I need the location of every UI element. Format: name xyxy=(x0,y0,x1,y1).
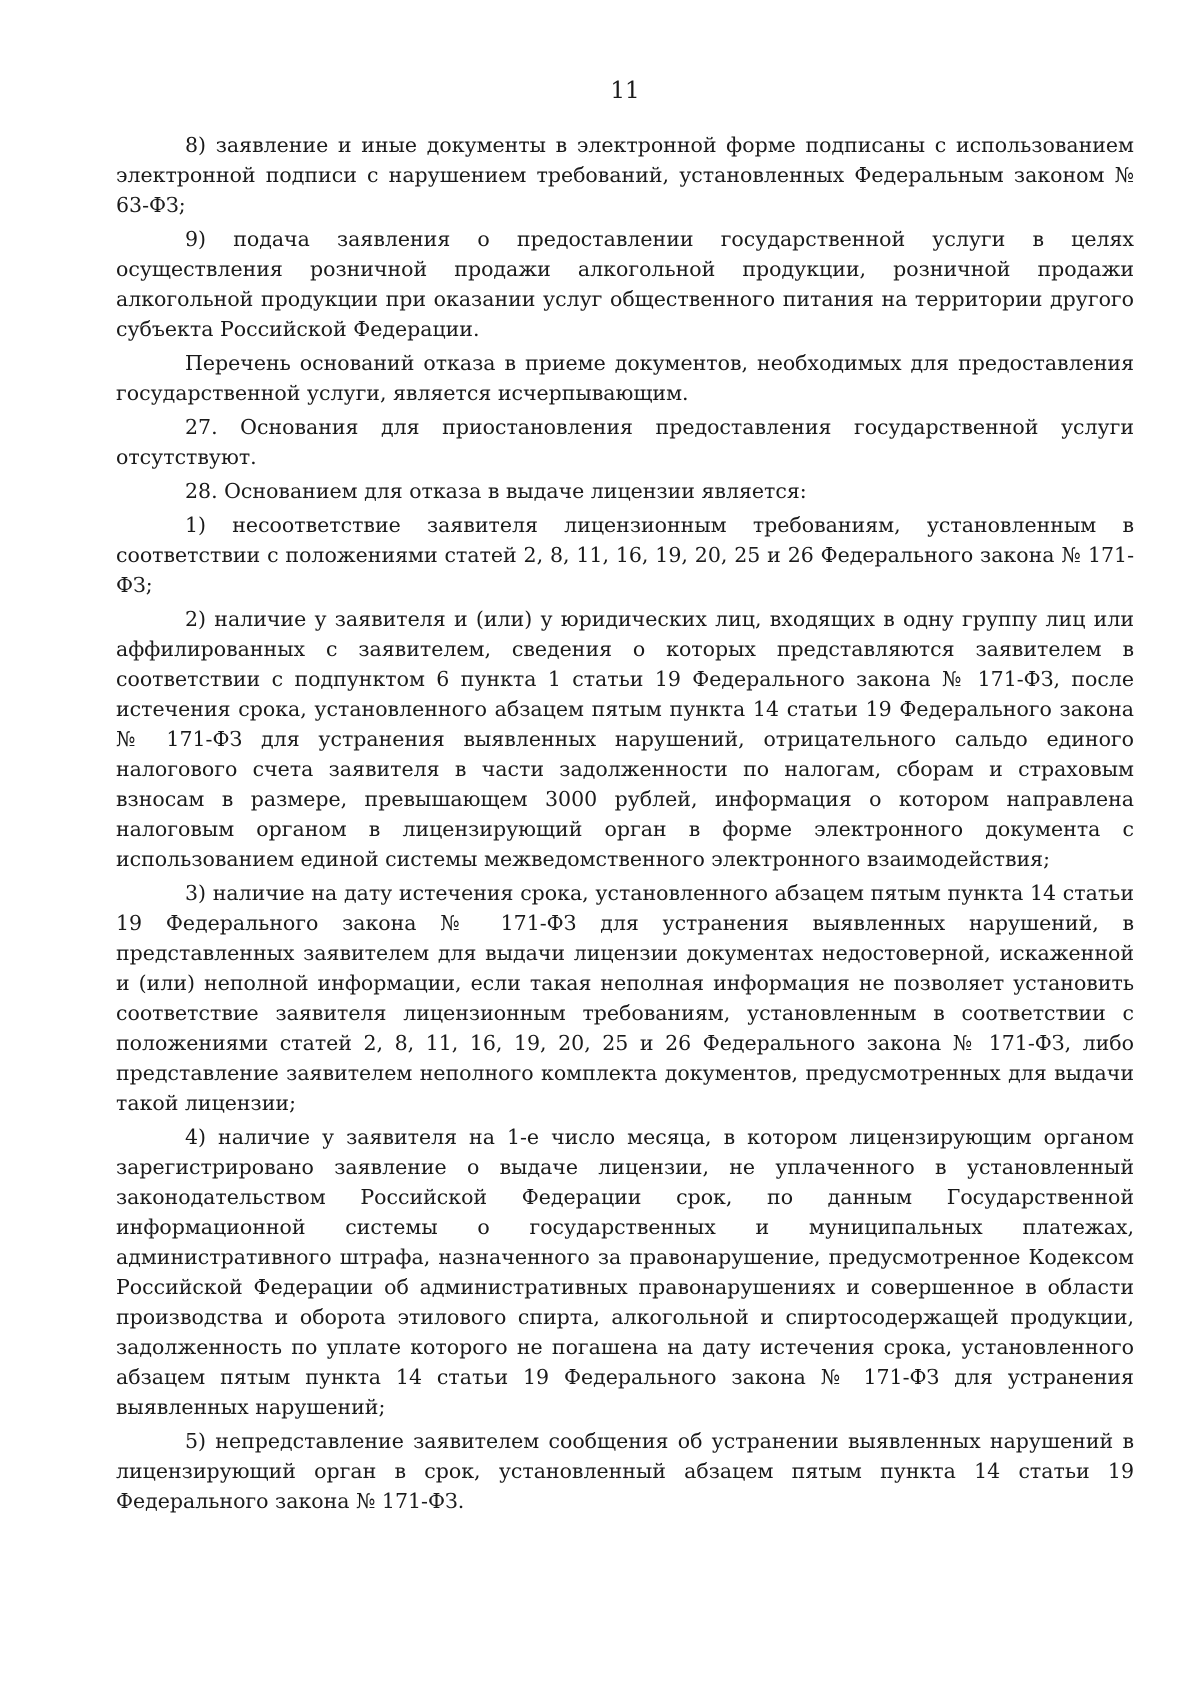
paragraph-clause-28-item-4: 4) наличие у заявителя на 1-е число месяца, в котором лицензирующим органом зарегистрировано заявление о выдаче лицензии, не уплаченного в установленный законодательством Российской Федерации срок, по данным Государственной информационной системы о государственных и муниципальных платежах, административного штрафа, назначенного за правонарушение, предусмотренное Кодексом Российской Федерации об административных правонарушениях и совершенное в области производства и оборота этилового спирта, алкогольной и спиртосодержащей продукции, задолженность по уплате которого не погашена на дату истечения срока, установленного абзацем пятым пункта 14 статьи 19 Федерального закона № 171-ФЗ для устранения выявленных нарушений; xyxy=(116,1125,1134,1419)
paragraph-item-8: 8) заявление и иные документы в электронной форме подписаны с использованием электронной подписи с нарушением требований, установленных Федеральным законом № 63-ФЗ; xyxy=(116,133,1134,217)
paragraph-clause-28-item-3: 3) наличие на дату истечения срока, установленного абзацем пятым пункта 14 статьи 19 Федерального закона № 171-ФЗ для устранения выявленных нарушений, в представленных заявителем для выдачи лицензии документах недостоверной, искаженной и (или) неполной информации, если такая неполная информация не позволяет установить соответствие заявителя лицензионным требованиям, установленным в соответствии с положениями статей 2, 8, 11, 16, 19, 20, 25 и 26 Федерального закона № 171-ФЗ, либо представление заявителем неполного комплекта документов, предусмотренных для выдачи такой лицензии; xyxy=(116,881,1134,1115)
paragraph-clause-28: 28. Основанием для отказа в выдаче лицензии является: xyxy=(185,479,807,503)
paragraph-clause-27: 27. Основания для приостановления предоставления государственной услуги отсутствуют. xyxy=(116,415,1134,469)
paragraph-refusal-list-note: Перечень оснований отказа в приеме документов, необходимых для предоставления государственной услуги, является исчерпывающим. xyxy=(116,351,1134,405)
paragraph-item-9: 9) подача заявления о предоставлении государственной услуги в целях осуществления розничной продажи алкогольной продукции, розничной продажи алкогольной продукции при оказании услуг общественного питания на территории другого субъекта Российской Федерации. xyxy=(116,227,1134,341)
paragraph-clause-28-item-5: 5) непредставление заявителем сообщения об устранении выявленных нарушений в лицензирующий орган в срок, установленный абзацем пятым пункта 14 статьи 19 Федерального закона № 171-ФЗ. xyxy=(116,1429,1134,1513)
paragraph-clause-28-item-2: 2) наличие у заявителя и (или) у юридических лиц, входящих в одну группу лиц или аффилированных с заявителем, сведения о которых представляются заявителем в соответствии с подпунктом 6 пункта 1 статьи 19 Федерального закона № 171-ФЗ, после истечения срока, установленного абзацем пятым пункта 14 статьи 19 Федерального закона № 171-ФЗ для устранения выявленных нарушений, отрицательного сальдо единого налогового счета заявителя в части задолженности по налогам, сборам и страховым взносам в размере, превышающем 3000 рублей, информация о котором направлена налоговым органом в лицензирующий орган в форме электронного документа с использованием единой системы межведомственного электронного взаимодействия; xyxy=(116,607,1134,871)
page-number: 11 xyxy=(610,78,640,104)
document-body xyxy=(116,130,1134,1516)
paragraph-clause-28-item-1: 1) несоответствие заявителя лицензионным требованиям, установленным в соответствии с положениями статей 2, 8, 11, 16, 19, 20, 25 и 26 Федерального закона № 171-ФЗ; xyxy=(116,513,1134,597)
